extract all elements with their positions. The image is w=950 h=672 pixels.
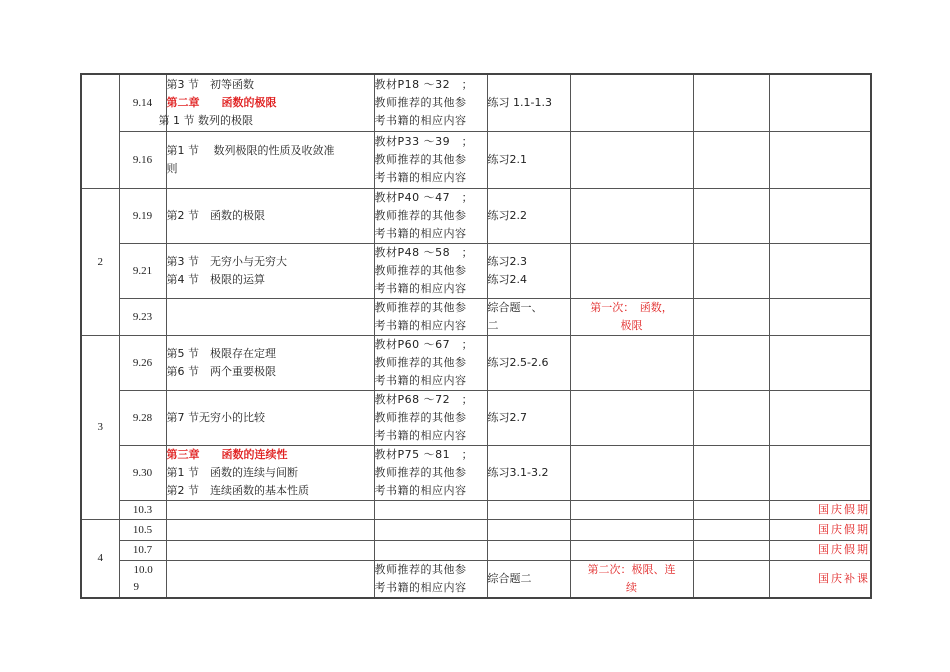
blank-cell <box>693 445 769 500</box>
exercise-cell <box>487 188 570 243</box>
table-row <box>81 243 871 298</box>
blank-cell <box>693 243 769 298</box>
content-line: 则 <box>166 161 178 175</box>
content-cell <box>166 243 374 298</box>
ref-line: 教材P60 ～67 ； <box>374 337 474 351</box>
note-cell <box>769 188 871 243</box>
ref-line: 教材P68 ～72 ； <box>374 392 474 406</box>
quiz-cell <box>570 445 693 500</box>
content-cell <box>166 519 374 540</box>
exercise-cell <box>487 335 570 390</box>
note-cell <box>769 131 871 188</box>
exercise-line: 练习2.2 <box>487 208 527 222</box>
reference-cell <box>374 74 487 131</box>
blank-cell <box>693 131 769 188</box>
blank-cell <box>693 74 769 131</box>
exercise-line: 综合题一、 <box>487 300 543 314</box>
table-row <box>81 298 871 335</box>
exercise-cell <box>487 519 570 540</box>
quiz-cell <box>570 243 693 298</box>
exercise-cell <box>487 131 570 188</box>
date-cell: 9.28 <box>119 390 166 445</box>
ref-line: 考书籍的相应内容 <box>374 113 467 127</box>
content-cell <box>166 445 374 500</box>
exercise-line: 练习2.3 <box>487 254 527 268</box>
ref-line: 考书籍的相应内容 <box>374 170 467 184</box>
content-cell <box>166 540 374 560</box>
quiz-cell <box>570 560 693 598</box>
note-cell <box>769 243 871 298</box>
week-cell: 2 <box>81 188 119 335</box>
ref-line: 教材P40 ～47 ； <box>374 190 474 204</box>
content-cell <box>166 560 374 598</box>
ref-line: 教师推荐的其他参 <box>374 152 467 166</box>
quiz-line: 第二次：极限、连 <box>587 562 676 576</box>
note-cell <box>769 74 871 131</box>
reference-cell <box>374 500 487 519</box>
exercise-cell <box>487 298 570 335</box>
date-cell: 9.14 <box>119 74 166 131</box>
content-line: 第7 节无穷小的比较 <box>166 410 265 424</box>
ref-line: 考书籍的相应内容 <box>374 318 467 332</box>
week-cell <box>81 74 119 188</box>
chapter-heading: 第二章 函数的极限 <box>166 95 277 109</box>
exercise-line: 练习2.5-2.6 <box>487 355 549 369</box>
date-cell: 10.5 <box>119 519 166 540</box>
holiday-note: 国庆假期 <box>769 540 871 560</box>
exercise-line: 练习2.4 <box>487 272 527 286</box>
ref-line: 考书籍的相应内容 <box>374 483 467 497</box>
ref-line: 考书籍的相应内容 <box>374 428 467 442</box>
exercise-cell <box>487 74 570 131</box>
quiz-cell <box>570 188 693 243</box>
content-line: 第3 节 无穷小与无穷大 <box>166 254 287 268</box>
exercise-cell <box>487 500 570 519</box>
quiz-cell <box>570 74 693 131</box>
date-cell: 9.16 <box>119 131 166 188</box>
week-cell: 3 <box>81 335 119 519</box>
note-cell <box>769 390 871 445</box>
content-cell <box>166 298 374 335</box>
reference-cell <box>374 540 487 560</box>
quiz-cell <box>570 519 693 540</box>
table-row <box>81 560 871 598</box>
date-cell: 10.7 <box>119 540 166 560</box>
content-line: 第3 节 初等函数 <box>166 77 254 91</box>
quiz-cell <box>570 390 693 445</box>
ref-line: 教师推荐的其他参 <box>374 300 467 314</box>
quiz-cell <box>570 131 693 188</box>
reference-cell <box>374 335 487 390</box>
ref-line: 教材P48 ～58 ； <box>374 245 474 259</box>
exercise-cell <box>487 540 570 560</box>
ref-line: 教材P33 ～39 ； <box>374 134 474 148</box>
date-line: 9 <box>133 580 139 593</box>
blank-cell <box>693 298 769 335</box>
exercise-line: 练习2.7 <box>487 410 527 424</box>
reference-cell <box>374 445 487 500</box>
blank-cell <box>693 500 769 519</box>
date-cell: 9.30 <box>119 445 166 500</box>
ref-line: 教师推荐的其他参 <box>374 355 467 369</box>
reference-cell <box>374 243 487 298</box>
date-cell: 9.23 <box>119 298 166 335</box>
reference-cell <box>374 390 487 445</box>
exercise-cell <box>487 390 570 445</box>
content-cell <box>166 500 374 519</box>
exercise-line: 综合题二 <box>487 571 532 585</box>
content-line: 第1 节 函数的连续与间断 <box>166 465 298 479</box>
exercise-cell <box>487 243 570 298</box>
ref-line: 教师推荐的其他参 <box>374 410 467 424</box>
content-line: 第6 节 两个重要极限 <box>166 364 276 378</box>
quiz-cell <box>570 298 693 335</box>
reference-cell <box>374 519 487 540</box>
content-line: 第5 节 极限存在定理 <box>166 346 276 360</box>
holiday-note: 国庆假期 <box>769 500 871 519</box>
exercise-cell <box>487 445 570 500</box>
date-cell: 9.21 <box>119 243 166 298</box>
note-cell <box>769 298 871 335</box>
table-row <box>81 445 871 500</box>
content-line: 第2 节 函数的极限 <box>166 208 265 222</box>
content-line: 第 1 节 数列的极限 <box>158 113 253 127</box>
course-schedule-table <box>80 73 872 599</box>
ref-line: 教师推荐的其他参 <box>374 263 467 277</box>
date-cell <box>119 560 166 598</box>
reference-cell <box>374 131 487 188</box>
exercise-cell <box>487 560 570 598</box>
table-row <box>81 335 871 390</box>
exercise-line: 二 <box>487 318 499 332</box>
blank-cell <box>693 560 769 598</box>
content-line: 第2 节 连续函数的基本性质 <box>166 483 309 497</box>
ref-line: 教材P18 ～32 ； <box>374 77 474 91</box>
note-cell <box>769 335 871 390</box>
content-cell <box>166 335 374 390</box>
date-cell: 9.19 <box>119 188 166 243</box>
ref-line: 考书籍的相应内容 <box>374 373 467 387</box>
quiz-cell <box>570 540 693 560</box>
chapter-heading: 第三章 函数的连续性 <box>166 447 288 461</box>
date-line: 10.0 <box>133 563 153 576</box>
blank-cell <box>693 519 769 540</box>
exercise-line: 练习 1.1-1.3 <box>487 95 552 109</box>
makeup-class-note: 国庆补课 <box>769 560 871 598</box>
content-cell <box>166 131 374 188</box>
note-cell <box>769 445 871 500</box>
date-cell: 9.26 <box>119 335 166 390</box>
reference-cell <box>374 188 487 243</box>
ref-line: 教材P75 ～81 ； <box>374 447 474 461</box>
quiz-line: 极限 <box>620 318 643 332</box>
blank-cell <box>693 335 769 390</box>
table-row <box>81 390 871 445</box>
exercise-line: 练习3.1-3.2 <box>487 465 549 479</box>
quiz-cell <box>570 500 693 519</box>
holiday-note: 国庆假期 <box>769 519 871 540</box>
quiz-line: 续 <box>626 580 637 594</box>
ref-line: 教师推荐的其他参 <box>374 562 467 576</box>
table-row <box>81 540 871 560</box>
exercise-line: 练习2.1 <box>487 152 527 166</box>
date-cell: 10.3 <box>119 500 166 519</box>
table-row <box>81 131 871 188</box>
week-cell: 4 <box>81 519 119 598</box>
quiz-line: 第一次： 函数， <box>590 300 673 314</box>
table-row <box>81 500 871 519</box>
content-cell <box>166 390 374 445</box>
content-cell <box>166 188 374 243</box>
blank-cell <box>693 188 769 243</box>
ref-line: 教师推荐的其他参 <box>374 465 467 479</box>
reference-cell <box>374 298 487 335</box>
content-line: 第1 节 数列极限的性质及收敛准 <box>166 143 335 157</box>
ref-line: 考书籍的相应内容 <box>374 281 467 295</box>
table-row <box>81 188 871 243</box>
ref-line: 教师推荐的其他参 <box>374 95 467 109</box>
schedule-sheet <box>80 73 872 599</box>
ref-line: 考书籍的相应内容 <box>374 226 467 240</box>
table-row <box>81 74 871 131</box>
ref-line: 教师推荐的其他参 <box>374 208 467 222</box>
content-cell <box>158 74 374 131</box>
reference-cell <box>374 560 487 598</box>
ref-line: 考书籍的相应内容 <box>374 580 467 594</box>
quiz-cell <box>570 335 693 390</box>
blank-cell <box>693 390 769 445</box>
content-line: 第4 节 极限的运算 <box>166 272 265 286</box>
table-row <box>81 519 871 540</box>
blank-cell <box>693 540 769 560</box>
